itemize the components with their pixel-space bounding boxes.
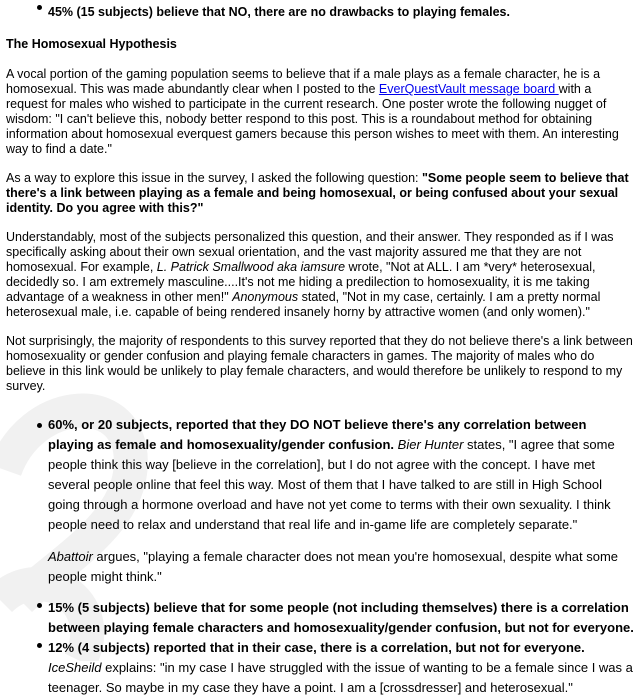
- list-item: 15% (5 subjects) believe that for some people (not including themselves) there is a correlation between playing female characters and homosexuality/gender confusion, but not for everyone.: [6, 598, 634, 638]
- everquestvault-link[interactable]: EverQuestVault message board: [378, 82, 559, 96]
- survey-question: "Some people seem to believe that there's a link between playing as a female and being homosexual, or being confused about your sexual identity. Do you agree with this?": [6, 171, 629, 215]
- section-heading: The Homosexual Hypothesis: [6, 37, 177, 51]
- respondent-name: Bier Hunter: [397, 437, 464, 452]
- list-item: 12% (4 subjects) reported that in their case, there is a correlation, but not for everyone. IceSheild explains: "in my case I have struggled with the issue of wanting to be a female since I was a teenager. So maybe in my case they have a point. I am a [crossdresser] and heterosexual.": [6, 638, 634, 698]
- respondent-name: L. Patrick Smallwood aka iamsure: [156, 260, 346, 274]
- paragraph-intro: A vocal portion of the gaming population seems to believe that if a male plays as a female character, he is a homosexual. This was made abundantly clear when I posted to the EverQuestVault message board with a request for males who wished to participate in the current research. One poster wrote the following nugget of wisdom: "I can't believe this, nobody better respond to this post. This is a roundabout method for obtaining information about homosexual everquest gamers because this person wishes to meet with them. An interesting way to find a date.": [6, 67, 619, 156]
- bullet-list-results: [6, 415, 634, 535]
- list-item: 60%, or 20 subjects, reported that they DO NOT believe there's any correlation between playing as female and homosexuality/gender confusion. Bier Hunter states, "I agree that some people think this way [believe in the correlation], but I do not agree with the concept. I have met several people online that feel this way. Most of them that I have talked to are still in High School going through a hormone overload and have not yet come to terms with their own sexuality. I think people need to relax and understand that real life and in-game life are completely separate.": [6, 415, 634, 535]
- quote-abattoir: Abattoir argues, "playing a female character does not mean you're homosexual, despite what some people might think.": [48, 549, 619, 584]
- bullet-list-top: [6, 0, 634, 20]
- respondent-name: Anonymous: [232, 290, 299, 304]
- bullet-list-results-2: [6, 598, 634, 698]
- respondent-name: Abattoir: [48, 549, 93, 564]
- paragraph-summary: Not surprisingly, the majority of respondents to this survey reported that they do not believe there's a link between homosexuality or gender confusion and playing female characters in games. The majority of males who do believe in this link would be unlikely to play female characters, and would therefore be unlikely to respond to my survey.: [6, 334, 633, 393]
- respondent-name: IceSheild: [48, 660, 102, 675]
- paragraph-responses: Understandably, most of the subjects personalized this question, and their answer. They responded as if I was specifically asking about their own sexual orientation, and the vast majority assured me that they are not homosexual. For example, L. Patrick Smallwood aka iamsure wrote, "Not at ALL. I am *very* heterosexual, decidedly so. I am extremely masculine....It's not me hiding a predilection to homosexuality, it is me taking advantage of a weakness in other men!" Anonymous stated, "Not in my case, certainly. I am a pretty normal heterosexual male, i.e. capable of being rendered insanely horny by attractive women (and only women).": [6, 230, 614, 319]
- paragraph-question: As a way to explore this issue in the survey, I asked the following question: "Some people seem to believe that there's a link between playing as a female and being homosexual, or being confused about your sexual identity. Do you agree with this?": [6, 171, 629, 215]
- list-item: 45% (15 subjects) believe that NO, there are no drawbacks to playing females.: [6, 0, 634, 20]
